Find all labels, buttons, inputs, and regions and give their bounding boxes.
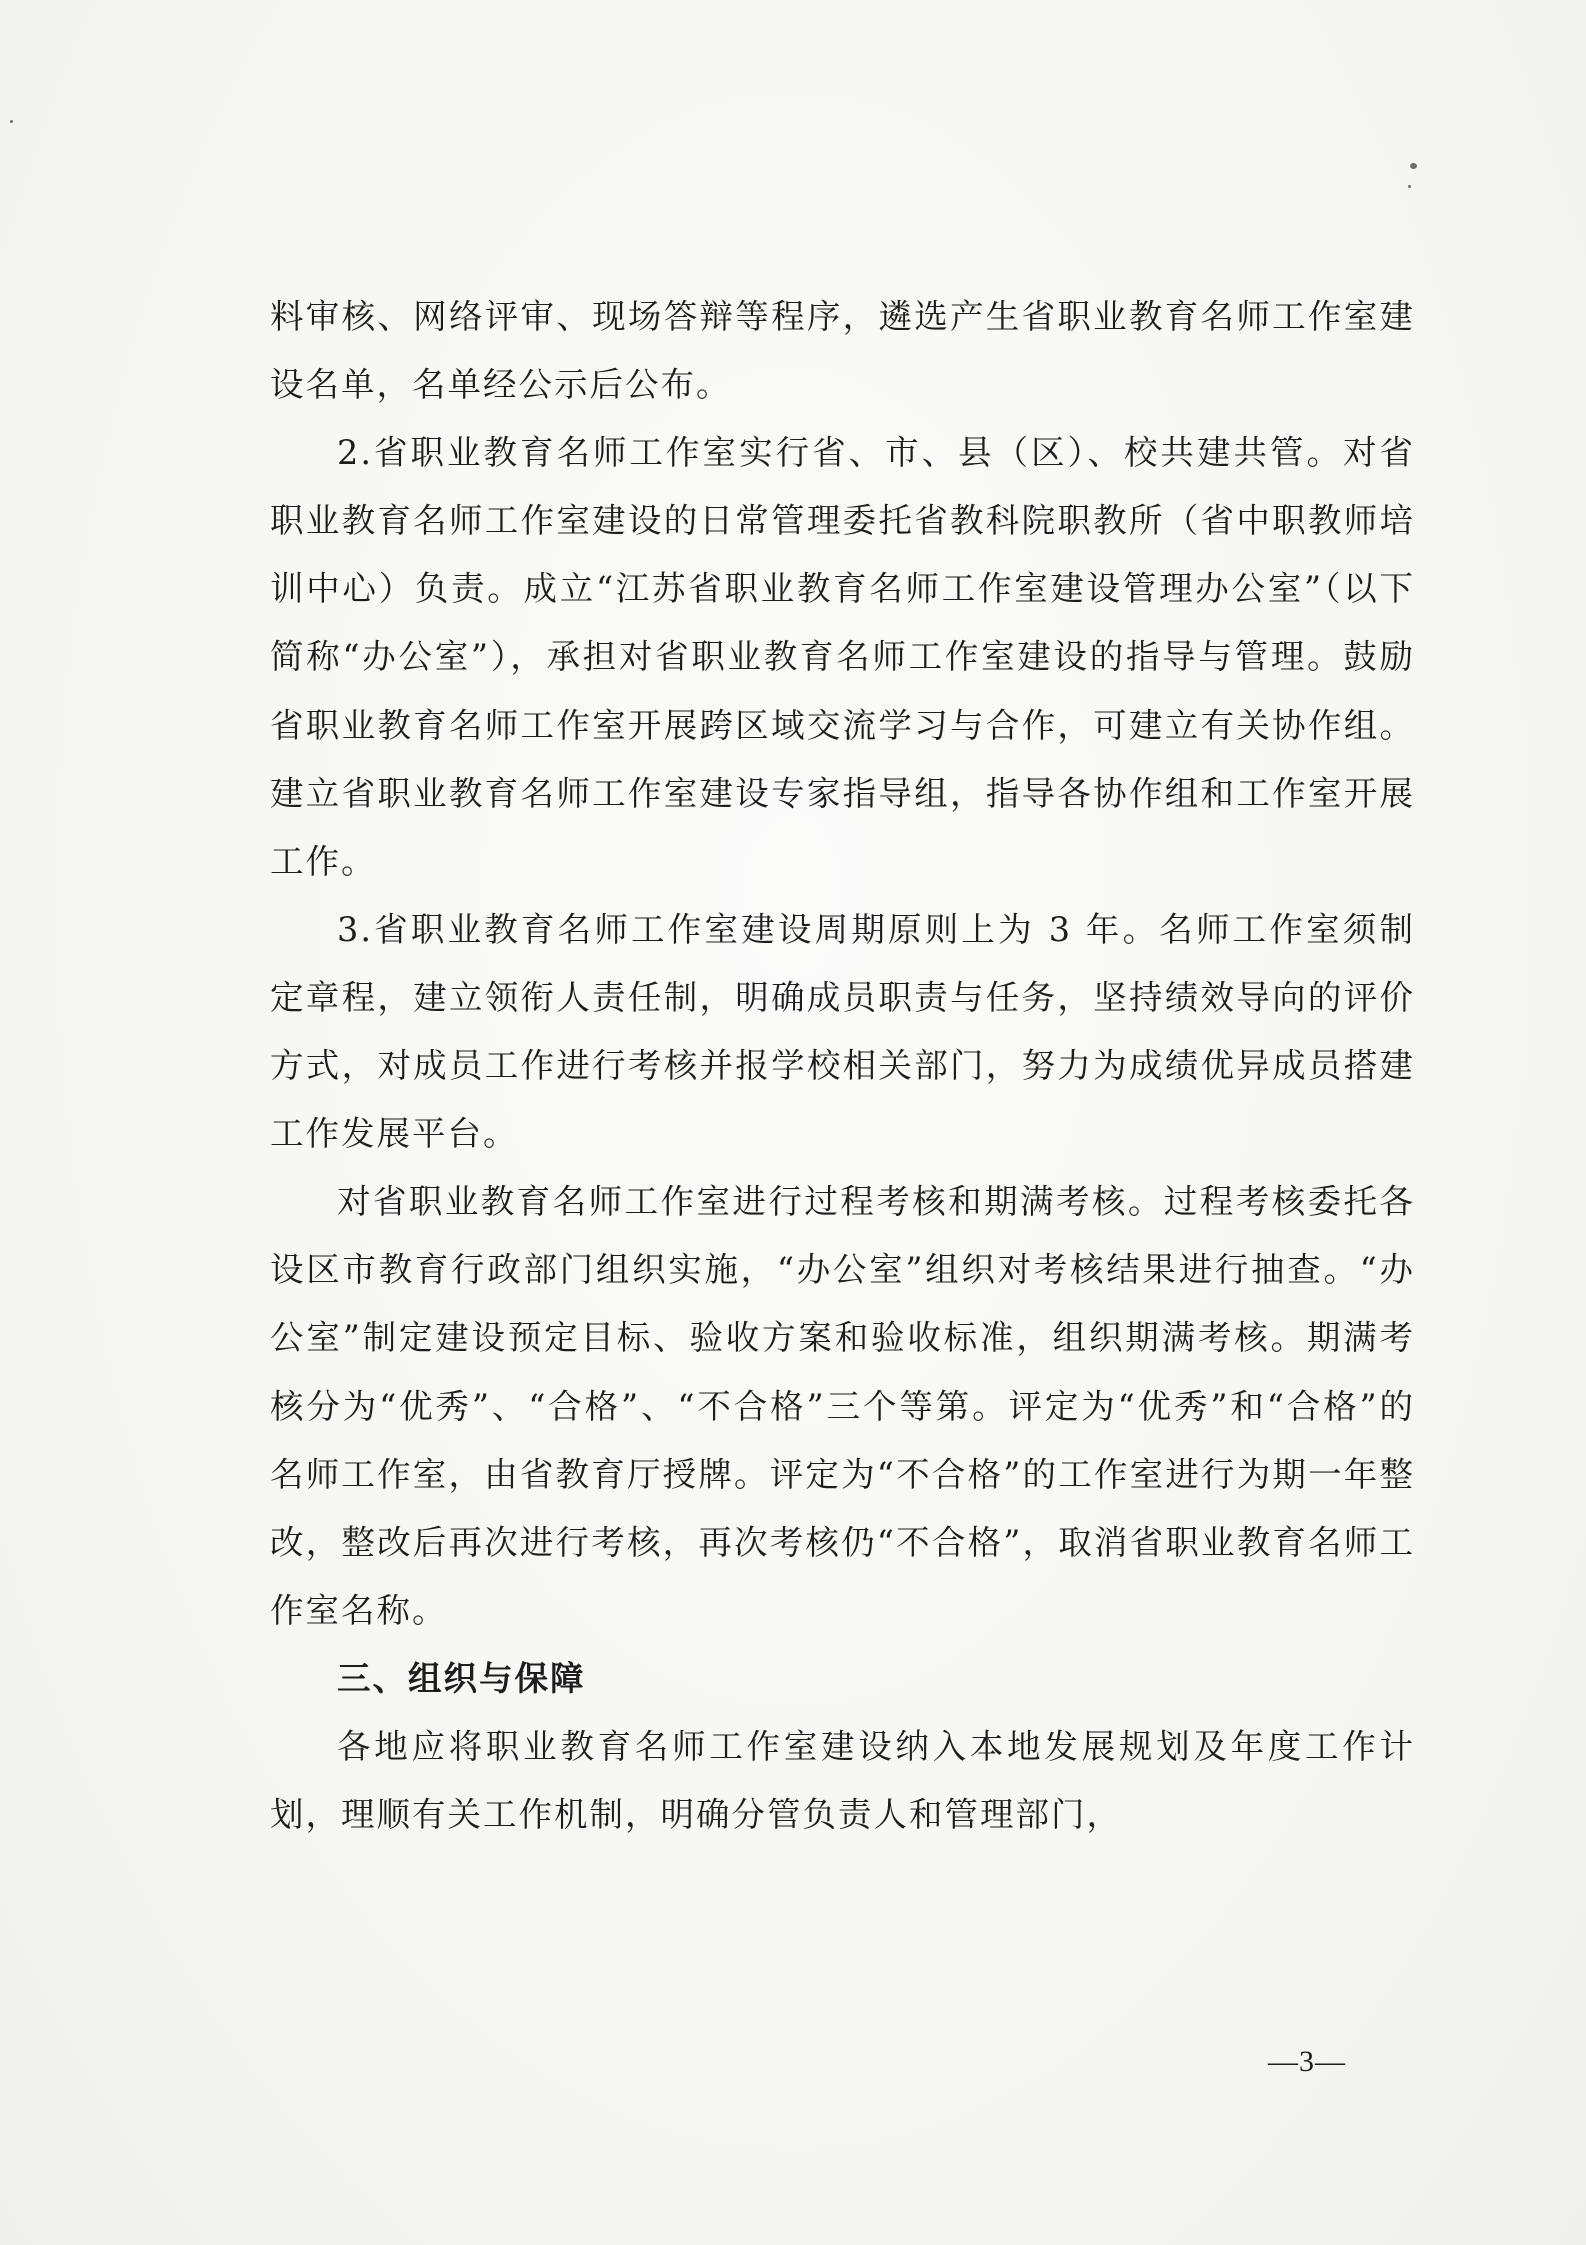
document-body <box>270 283 1415 1849</box>
paragraph-item-3-construction-cycle: 3.省职业教育名师工作室建设周期原则上为 3 年。名师工作室须制定章程，建立领衔人责任制，明确成员职责与任务，坚持绩效导向的评价方式，对成员工作进行考核并报学校相关部门，努力为成绩优异成员搭建工作发展平台。 <box>270 909 1415 1154</box>
paragraph-assessment: 对省职业教育名师工作室进行过程考核和期满考核。过程考核委托各设区市教育行政部门组织实施，“办公室”组织对考核结果进行抽查。“办公室”制定建设预定目标、验收方案和验收标准，组织期满考核。期满考核分为“优秀”、“合格”、“不合格”三个等第。评定为“优秀”和“合格”的名师工作室，由省教育厅授牌。评定为“不合格”的工作室进行为期一年整改，整改后再次进行考核，再次考核仍“不合格”，取消省职业教育名师工作室名称。 <box>270 1182 1415 1630</box>
scan-speck <box>1410 163 1417 169</box>
paragraph-continued: 料审核、网络评审、现场答辩等程序，遴选产生省职业教育名师工作室建设名单，名单经公示后公布。 <box>270 297 1415 405</box>
section-heading-organization: 三、组织与保障 <box>337 1658 586 1698</box>
scan-speck <box>1408 185 1411 188</box>
scan-speck <box>10 120 13 123</box>
page-number: —3— <box>1268 2045 1346 2078</box>
paragraph-organization: 各地应将职业教育名师工作室建设纳入本地发展规划及年度工作计划，理顺有关工作机制，明确分管负责人和管理部门， <box>270 1726 1415 1835</box>
paragraph-item-2-co-management: 2.省职业教育名师工作室实行省、市、县（区）、校共建共管。对省职业教育名师工作室建设的日常管理委托省教科院职教所（省中职教师培训中心）负责。成立“江苏省职业教育名师工作室建设管理办公室”（以下简称“办公室”），承担对省职业教育名师工作室建设的指导与管理。鼓励省职业教育名师工作室开展跨区域交流学习与合作，可建立有关协作组。建立省职业教育名师工作室建设专家指导组，指导各协作组和工作室开展工作。 <box>270 433 1415 881</box>
